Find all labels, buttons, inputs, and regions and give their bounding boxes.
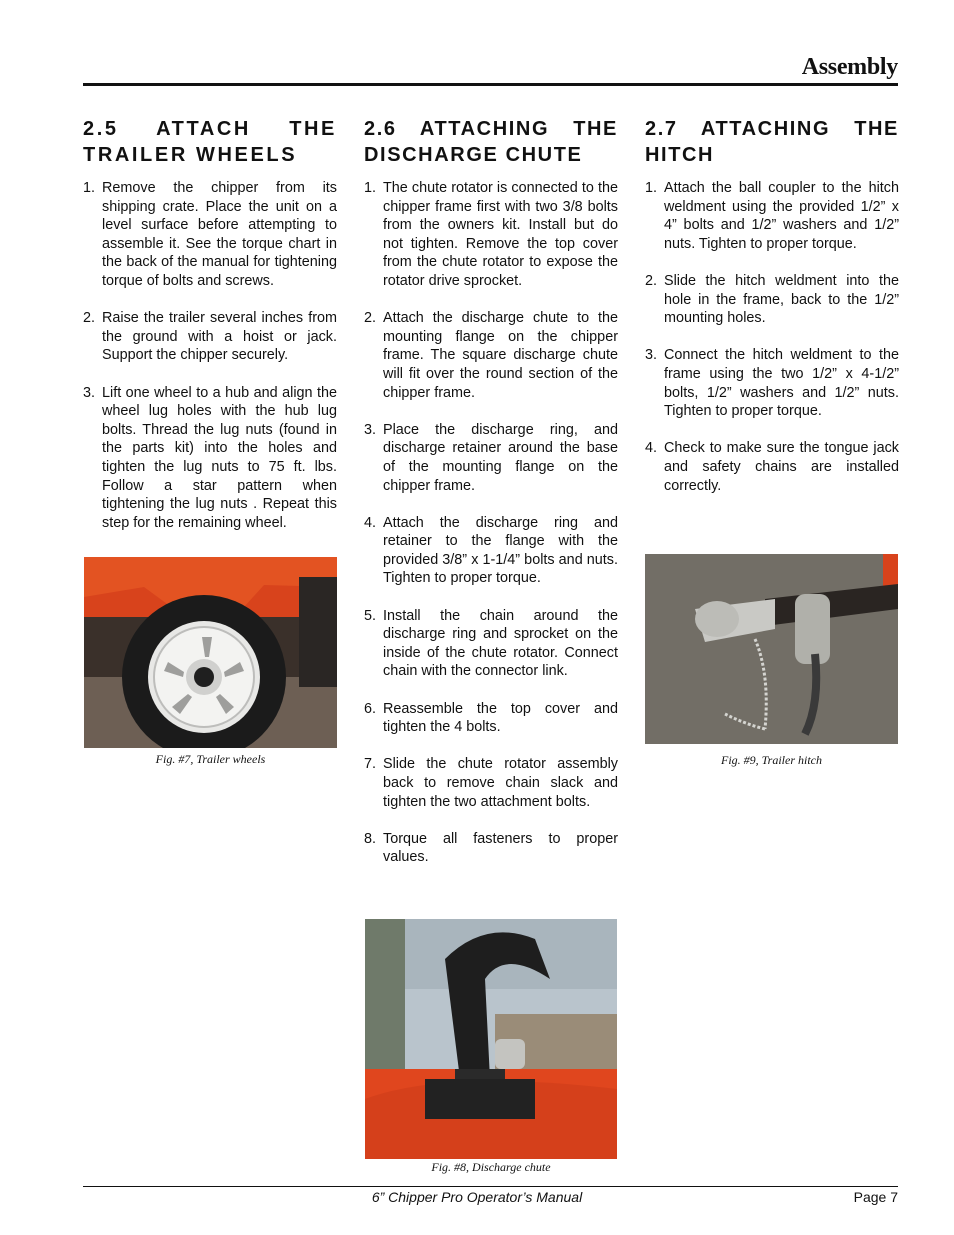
list-item <box>364 421 618 495</box>
step-text: Check to make sure the tongue jack and safety chains are installed correctly. <box>664 440 899 494</box>
list-item <box>645 272 899 328</box>
list-item <box>645 346 899 420</box>
list-item <box>364 830 618 867</box>
step-number: 2. <box>645 272 658 289</box>
figure-caption: Fig. #9, Trailer hitch <box>720 753 822 767</box>
section-heading: 2.7 ATTACHING THE HITCH <box>645 118 899 166</box>
step-text: Reassemble the top cover and tighten the 4 bolts. <box>383 700 618 736</box>
step-text: Slide the hitch weldment into the hole in the frame, back to the 1/2” mounting holes. <box>664 272 899 327</box>
page-number: Page 7 <box>853 1189 898 1205</box>
step-number: 1. <box>645 180 658 196</box>
step-number: 7. <box>364 756 377 773</box>
section-title: Assembly <box>801 54 898 80</box>
list-item <box>83 384 337 533</box>
list-item <box>645 179 899 253</box>
step-list <box>83 179 337 532</box>
step-text: Raise the trailer several inches from the ground with a hoist or jack. Support the chipper securely. <box>102 310 337 364</box>
step-number: 1. <box>364 180 377 196</box>
list-item <box>364 607 618 681</box>
trailer-wheels-photo <box>84 557 337 748</box>
step-number: 3. <box>83 384 96 401</box>
footer-rule <box>83 1186 898 1187</box>
section-2-7 <box>645 116 899 514</box>
step-text: Attach the discharge chute to the mounting flange on the chipper frame. The square discharge chute will fit over the round section of the chipper frame. <box>383 310 618 401</box>
step-number: 2. <box>83 310 96 327</box>
list-item <box>83 179 337 291</box>
step-list <box>645 179 899 495</box>
section-heading: 2.5 ATTACH THE TRAILER WHEELS <box>83 118 337 166</box>
footer-manual-title: 6” Chipper Pro Operator’s Manual <box>371 1189 583 1205</box>
list-item <box>364 514 618 588</box>
step-number: 3. <box>645 347 658 364</box>
step-text: Connect the hitch weldment to the frame using the two 1/2” x 4-1/2” bolts, 1/2” washers and 1/2” nuts. Tighten to proper torque. <box>664 347 899 420</box>
step-text: Attach the discharge ring and retainer to the flange with the provided 3/8” x 1-1/4” bolts and nuts. Tighten to proper torque. <box>383 514 618 587</box>
step-text: Install the chain around the discharge ring and sprocket on the inside of the chute rotator. Connect chain with the connector link. <box>383 607 618 680</box>
list-item <box>645 439 899 495</box>
step-number: 2. <box>364 310 377 327</box>
step-number: 4. <box>364 514 377 531</box>
trailer-hitch-photo <box>645 554 898 744</box>
step-list <box>364 179 618 867</box>
list-item <box>364 309 618 402</box>
step-text: Remove the chipper from its shipping crate. Place the unit on a level surface before attempting to assemble it. See the torque chart in the back of the manual for tightening torque of bolts and screws. <box>102 180 337 289</box>
step-number: 1. <box>83 180 96 196</box>
step-text: Torque all fasteners to proper values. <box>383 830 618 866</box>
figure-caption: Fig. #8, Discharge chute <box>431 1160 551 1174</box>
step-text: Slide the chute rotator assembly back to remove chain slack and tighten the two attachment bolts. <box>383 756 618 810</box>
section-2-6 <box>364 116 618 886</box>
header-rule <box>83 83 898 86</box>
step-text: Lift one wheel to a hub and align the wheel lug holes with the hub lug bolts. Thread the lug nuts (found in the parts kit) into the holes and tighten the lug nuts to 75 ft. lbs. Follow a star pattern when tightening the lug nuts . Repeat this step for the remaining wheel. <box>102 384 337 531</box>
step-text: Attach the ball coupler to the hitch weldment using the provided 1/2” x 4” bolts and 1/2” washers and 1/2” nuts. Tighten to proper torque. <box>664 180 899 252</box>
section-2-5 <box>83 116 337 551</box>
list-item <box>83 309 337 365</box>
step-text: Place the discharge ring, and discharge retainer around the base of the mounting flange on the chipper frame. <box>383 421 618 494</box>
list-item <box>364 700 618 737</box>
step-number: 3. <box>364 421 377 438</box>
step-number: 6. <box>364 700 377 717</box>
list-item <box>364 755 618 811</box>
list-item <box>364 179 618 291</box>
section-heading: 2.6 ATTACHING THE DISCHARGE CHUTE <box>364 118 618 166</box>
discharge-chute-photo <box>365 919 617 1159</box>
step-number: 5. <box>364 607 377 624</box>
step-number: 8. <box>364 830 377 847</box>
step-number: 4. <box>645 440 658 457</box>
step-text: The chute rotator is connected to the chipper frame first with two 3/8 bolts from the owners kit. Install but do not tighten. Remove the top cover from the chute rotator to expose the rotator drive sprocket. <box>383 180 618 289</box>
figure-caption: Fig. #7, Trailer wheels <box>155 752 266 766</box>
